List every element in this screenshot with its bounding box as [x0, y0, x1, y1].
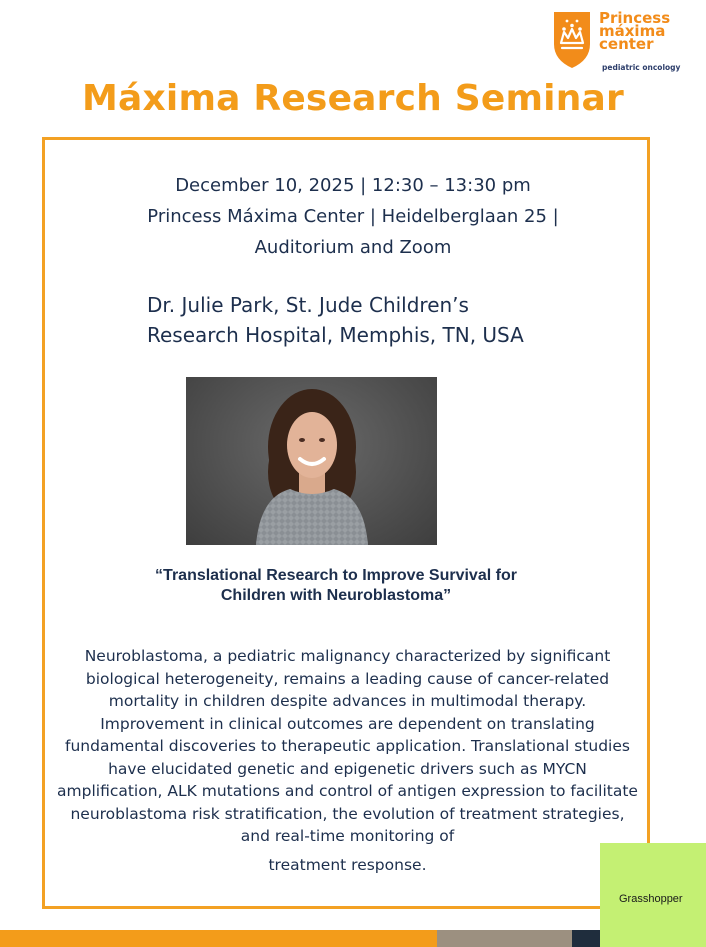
abstract-text [55, 645, 640, 876]
logo-line-2: máxima [599, 22, 666, 40]
crown-shield-icon [552, 10, 592, 70]
talk-title-line-1: “Translational Research to Improve Survival for [155, 567, 517, 584]
event-location: Princess Máxima Center | Heidelberglaan 25 | [147, 206, 559, 227]
speaker-info [147, 290, 577, 350]
grasshopper-badge [600, 843, 706, 947]
princess-maxima-logo [552, 10, 682, 72]
speaker-line-2: Research Hospital, Memphis, TN, USA [147, 323, 524, 347]
talk-title-line-2: Children with Neuroblastoma” [220, 587, 452, 604]
event-venue: Auditorium and Zoom [254, 237, 452, 258]
footer-bar-orange [0, 930, 437, 947]
speaker-line-1: Dr. Julie Park, St. Jude Children’s [147, 293, 469, 317]
abstract-last-line: treatment response. [268, 855, 427, 874]
footer-bar-taupe [437, 930, 572, 947]
logo-wordmark [599, 9, 671, 53]
abstract-body: Neuroblastoma, a pediatric malignancy characterized by significant biological heterogeneity, remains a leading cause of cancer-related mortality in children despite advances in multimodal therapy. Improvement in clinical outcomes are dependent on translating fundamental discoveries to therapeutic application. Translational studies have elucidated genetic and epigenetic drivers such as MYCN amplification, ALK mutations and control of antigen expression to facilitate neuroblastoma risk stratification, the evolution of treatment strategies, and real-time monitoring of [57, 647, 638, 845]
logo-subtitle: pediatric oncology [602, 63, 681, 72]
grasshopper-label: Grasshopper [619, 893, 683, 905]
event-date-time: December 10, 2025 | 12:30 – 13:30 pm [175, 175, 531, 196]
footer-bar-navy [572, 930, 600, 947]
seminar-title: Máxima Research Seminar [81, 78, 625, 119]
logo-line-3: center [599, 35, 654, 53]
logo-line-1: Princess [599, 9, 671, 27]
speaker-photo [186, 377, 437, 545]
talk-title [0, 566, 672, 606]
speaker-portrait-image [186, 377, 437, 545]
